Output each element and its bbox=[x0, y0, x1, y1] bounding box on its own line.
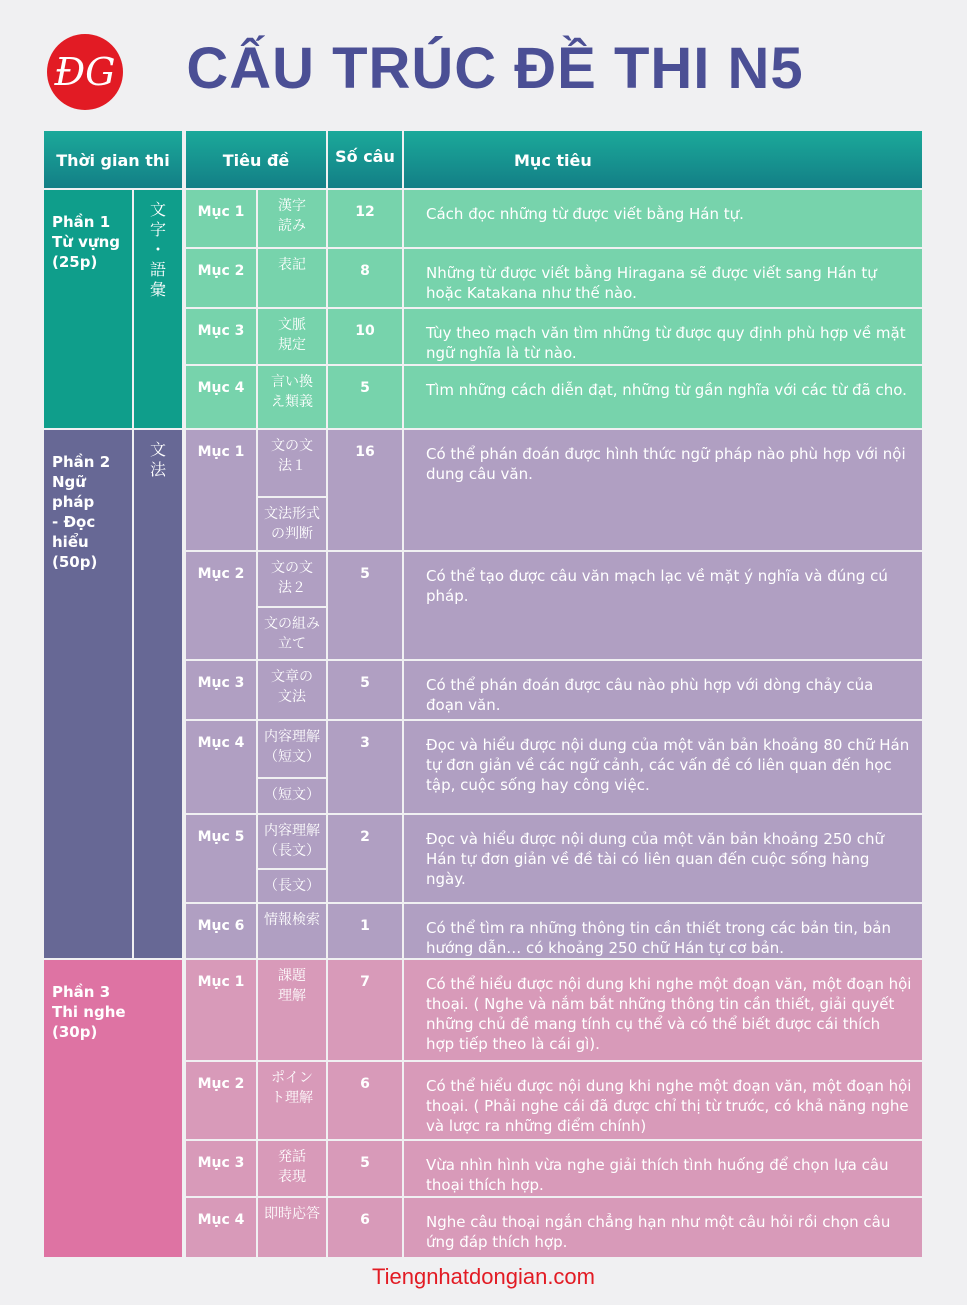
page-title: CẤU TRÚC ĐỀ THI N5 bbox=[186, 36, 804, 101]
section-title-jp: 漢字 読み bbox=[258, 190, 326, 247]
section-goal: Đọc và hiểu được nội dung của một văn bản khoảng 250 chữ Hán tự đơn giản về đề tài có liên quan đến cuộc sống hàng ngày. bbox=[404, 815, 922, 902]
vertical-char: 彙 bbox=[149, 280, 166, 299]
section-goal: Có thể hiểu được nội dung khi nghe một đoạn văn, một đoạn hội thoại. ( Phải nghe cái đã được chỉ thị từ trước, có khả năng nghe và lược ra những điểm chính) bbox=[404, 1062, 922, 1139]
section-label: Mục 4 bbox=[186, 721, 256, 813]
vertical-char: 語 bbox=[149, 260, 166, 279]
section-goal: Cách đọc những từ được viết bằng Hán tự. bbox=[404, 190, 922, 247]
section-title-jp: 文脈 規定 bbox=[258, 309, 326, 364]
question-count: 16 bbox=[328, 430, 402, 550]
question-count: 7 bbox=[328, 960, 402, 1060]
section-goal: Có thể tìm ra những thông tin cần thiết trong các bản tin, bản hướng dẫn… có khoảng 250 chữ Hán tự cơ bản. bbox=[404, 904, 922, 958]
question-count: 6 bbox=[328, 1198, 402, 1257]
section-subtitle-jp: （短文） bbox=[258, 779, 326, 813]
part3-name: Phần 3 Thi nghe (30p) bbox=[44, 960, 182, 1257]
section-label: Mục 1 bbox=[186, 960, 256, 1060]
part1-name: Phần 1 Từ vựng (25p) bbox=[44, 190, 132, 428]
section-title-jp: ポイン ト理解 bbox=[258, 1062, 326, 1139]
section-title-jp: 発話 表現 bbox=[258, 1141, 326, 1196]
section-goal: Tùy theo mạch văn tìm những từ được quy định phù hợp về mặt ngữ nghĩa là từ nào. bbox=[404, 309, 922, 364]
section-goal: Những từ được viết bằng Hiragana sẽ được viết sang Hán tự hoặc Katakana như thế nào. bbox=[404, 249, 922, 307]
section-label: Mục 4 bbox=[186, 366, 256, 428]
section-label: Mục 2 bbox=[186, 249, 256, 307]
section-subtitle-jp: （長文） bbox=[258, 870, 326, 902]
vertical-char: 法 bbox=[149, 460, 166, 479]
header-time: Thời gian thi bbox=[44, 131, 182, 188]
section-goal: Nghe câu thoại ngắn chẳng hạn như một câu hỏi rồi chọn câu ứng đáp thích hợp. bbox=[404, 1198, 922, 1257]
question-count: 6 bbox=[328, 1062, 402, 1139]
website-link[interactable]: Tiengnhatdongian.com bbox=[371, 1264, 595, 1289]
vertical-label bbox=[134, 430, 182, 958]
section-title-jp: 文の文 法１ bbox=[258, 430, 326, 496]
section-label: Mục 1 bbox=[186, 430, 256, 550]
part2-name: Phần 2 Ngữ pháp - Đọc hiểu (50p) bbox=[44, 430, 132, 958]
section-label: Mục 2 bbox=[186, 1062, 256, 1139]
question-count: 8 bbox=[328, 249, 402, 307]
section-label: Mục 2 bbox=[186, 552, 256, 659]
header-count: Số câu bbox=[328, 131, 402, 188]
section-title-jp: 文の文 法２ bbox=[258, 552, 326, 606]
section-goal: Tìm những cách diễn đạt, những từ gần nghĩa với các từ đã cho. bbox=[404, 366, 922, 428]
logo: ĐG bbox=[47, 34, 123, 110]
section-label: Mục 6 bbox=[186, 904, 256, 958]
vertical-label bbox=[134, 190, 182, 428]
question-count: 2 bbox=[328, 815, 402, 902]
section-title-jp: 情報検索 bbox=[258, 904, 326, 958]
question-count: 1 bbox=[328, 904, 402, 958]
section-goal: Đọc và hiểu được nội dung của một văn bản khoảng 80 chữ Hán tự đơn giản về các ngữ cảnh, các vấn đề có liên quan đến học tập, cuộc sống hay công việc. bbox=[404, 721, 922, 813]
question-count: 10 bbox=[328, 309, 402, 364]
question-count: 12 bbox=[328, 190, 402, 247]
section-title-jp: 表記 bbox=[258, 249, 326, 307]
section-label: Mục 3 bbox=[186, 1141, 256, 1196]
question-count: 5 bbox=[328, 661, 402, 719]
section-title-jp: 即時応答 bbox=[258, 1198, 326, 1257]
section-goal: Có thể phán đoán được câu nào phù hợp với dòng chảy của đoạn văn. bbox=[404, 661, 922, 719]
header-topic: Tiêu đề bbox=[186, 131, 326, 188]
section-title-jp: 課題 理解 bbox=[258, 960, 326, 1060]
question-count: 5 bbox=[328, 552, 402, 659]
vertical-char: 字 bbox=[149, 220, 166, 239]
section-goal: Có thể hiểu được nội dung khi nghe một đoạn văn, một đoạn hội thoại. ( Nghe và nắm bắt những thông tin cần thiết, giải quyết những chủ đề mang tính cụ thể và có thể biết được cái thích hợp tiếp theo là cái gì). bbox=[404, 960, 922, 1060]
question-count: 5 bbox=[328, 366, 402, 428]
vertical-char: 文 bbox=[149, 440, 166, 459]
section-label: Mục 1 bbox=[186, 190, 256, 247]
section-subtitle-jp: 文の組み 立て bbox=[258, 608, 326, 659]
question-count: 5 bbox=[328, 1141, 402, 1196]
section-label: Mục 4 bbox=[186, 1198, 256, 1257]
header-goal: Mục tiêu bbox=[404, 131, 922, 188]
section-label: Mục 3 bbox=[186, 661, 256, 719]
section-goal: Có thể tạo được câu văn mạch lạc về mặt ý nghĩa và đúng cú pháp. bbox=[404, 552, 922, 659]
section-title-jp: 文章の 文法 bbox=[258, 661, 326, 719]
section-title-jp: 内容理解 （短文） bbox=[258, 721, 326, 777]
vertical-char: ・ bbox=[149, 240, 166, 259]
section-title-jp: 言い換 え類義 bbox=[258, 366, 326, 428]
section-label: Mục 3 bbox=[186, 309, 256, 364]
section-subtitle-jp: 文法形式 の判断 bbox=[258, 498, 326, 550]
section-label: Mục 5 bbox=[186, 815, 256, 902]
vertical-char: 文 bbox=[149, 200, 166, 219]
section-goal: Vừa nhìn hình vừa nghe giải thích tình huống để chọn lựa câu thoại thích hợp. bbox=[404, 1141, 922, 1196]
question-count: 3 bbox=[328, 721, 402, 813]
section-goal: Có thể phán đoán được hình thức ngữ pháp nào phù hợp với nội dung câu văn. bbox=[404, 430, 922, 550]
section-title-jp: 内容理解 （長文） bbox=[258, 815, 326, 868]
